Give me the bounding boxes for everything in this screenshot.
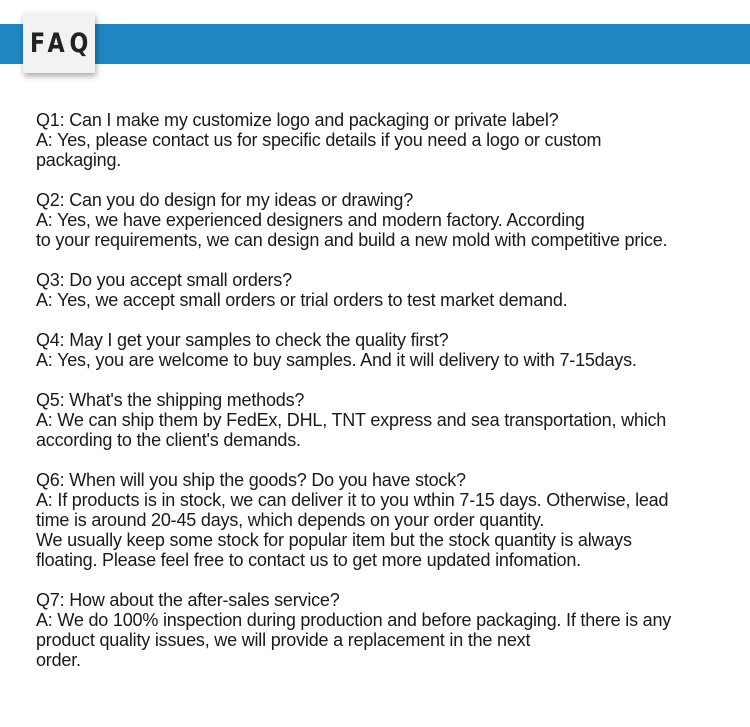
faq-item-q6 xyxy=(36,470,736,570)
faq-answer-line: floating. Please feel free to contact us to get more updated infomation. xyxy=(36,550,581,570)
faq-question: Q1: Can I make my customize logo and packaging or private label? xyxy=(36,110,559,130)
faq-item-q7 xyxy=(36,590,736,670)
faq-answer-line: order. xyxy=(36,650,81,670)
faq-answer-line: A: We can ship them by FedEx, DHL, TNT express and sea transportation, which xyxy=(36,410,667,430)
faq-item-q3 xyxy=(36,270,736,310)
header-bar xyxy=(0,24,750,64)
faq-item-q2 xyxy=(36,190,736,250)
faq-answer-line: to your requirements, we can design and build a new mold with competitive price. xyxy=(36,230,668,250)
faq-question: Q3: Do you accept small orders? xyxy=(36,270,292,290)
faq-question: Q7: How about the after-sales service? xyxy=(36,590,340,610)
faq-answer-line: according to the client's demands. xyxy=(36,430,301,450)
faq-item-q5 xyxy=(36,390,736,450)
faq-answer-line: A: Yes, you are welcome to buy samples. And it will delivery to with 7-15days. xyxy=(36,350,637,370)
faq-question: Q6: When will you ship the goods? Do you have stock? xyxy=(36,470,466,490)
faq-answer-line: A: If products is in stock, we can deliver it to you wthin 7-15 days. Otherwise, lead xyxy=(36,490,669,510)
faq-item-q1 xyxy=(36,110,736,170)
faq-question: Q4: May I get your samples to check the quality first? xyxy=(36,330,449,350)
faq-answer-line: We usually keep some stock for popular item but the stock quantity is always xyxy=(36,530,632,550)
title-box xyxy=(23,13,95,73)
faq-question: Q5: What's the shipping methods? xyxy=(36,390,305,410)
faq-list xyxy=(36,110,736,690)
faq-answer-line: product quality issues, we will provide a replacement in the next xyxy=(36,630,531,650)
faq-answer-line: A: Yes, please contact us for specific details if you need a logo or custom xyxy=(36,130,602,150)
faq-question: Q2: Can you do design for my ideas or drawing? xyxy=(36,190,414,210)
faq-item-q4 xyxy=(36,330,736,370)
faq-answer-line: A: Yes, we have experienced designers and modern factory. According xyxy=(36,210,585,230)
faq-answer-line: A: We do 100% inspection during production and before packaging. If there is any xyxy=(36,610,672,630)
page-title: FAQ xyxy=(30,27,94,59)
faq-answer-line: packaging. xyxy=(36,150,122,170)
faq-answer-line: A: Yes, we accept small orders or trial orders to test market demand. xyxy=(36,290,568,310)
faq-answer-line: time is around 20-45 days, which depends on your order quantity. xyxy=(36,510,545,530)
